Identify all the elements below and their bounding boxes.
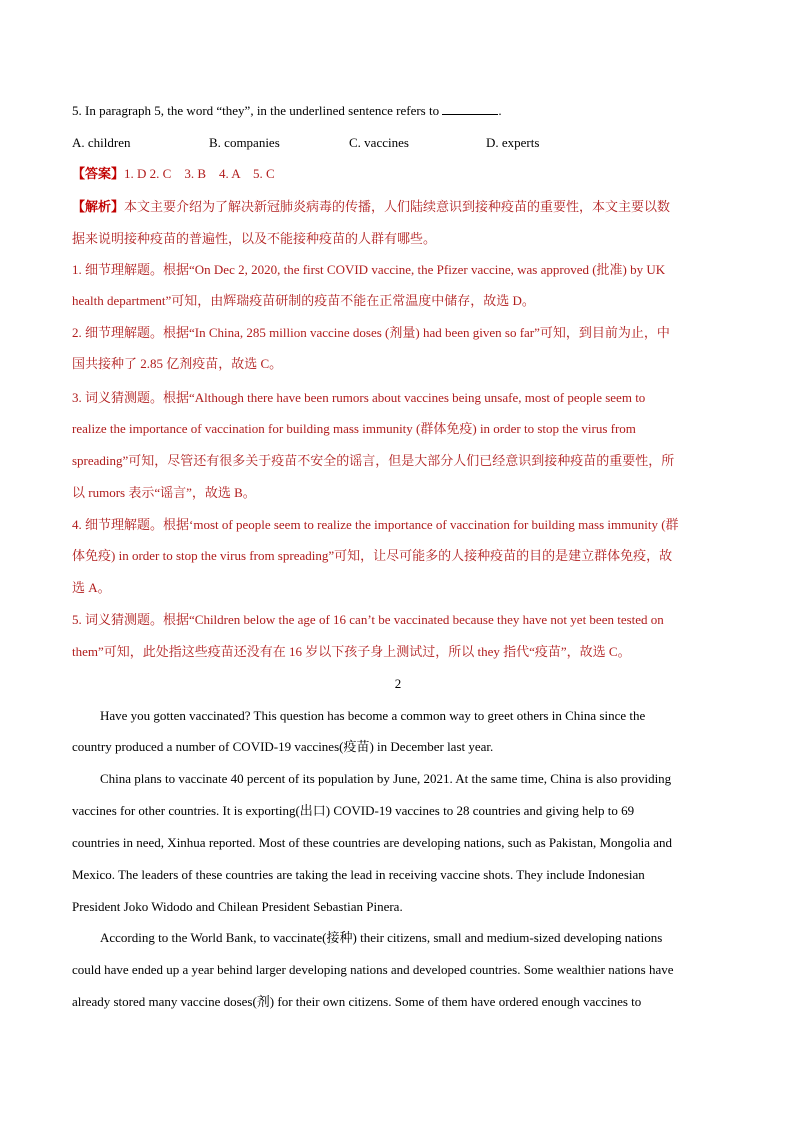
analysis-line: 体免疫) in order to stop the virus from spreading”可知，让尽可能多的人接种疫苗的目的是建立群体免疫，故 xyxy=(72,548,673,563)
passage-line: country produced a number of COVID-19 vaccines(疫苗) in December last year. xyxy=(72,739,494,754)
answer-line xyxy=(72,165,275,183)
analysis-line: spreading”可知，尽管还有很多关于疫苗不安全的谣言，但是大部分人们已经意识到接种疫苗的重要性，所 xyxy=(72,453,675,468)
question-stem: 5. In paragraph 5, the word “they”, in the underlined sentence refers to . xyxy=(72,103,502,118)
passage-line: According to the World Bank, to vaccinate(接种) their citizens, small and medium-sized developing nations xyxy=(100,930,663,945)
analysis-line: 2. 细节理解题。根据“In China, 285 million vaccine doses (剂量) had been given so far”可知，到目前为止，中 xyxy=(72,325,670,340)
passage-line: President Joko Widodo and Chilean President Sebastian Pinera. xyxy=(72,899,403,914)
question-options xyxy=(72,134,724,152)
passage-line: countries in need, Xinhua reported. Most of these countries are developing nations, such as Pakistan, Mongolia and xyxy=(72,835,673,850)
analysis-line: 据来说明接种疫苗的普遍性，以及不能接种疫苗的人群有哪些。 xyxy=(72,231,437,246)
passage-line: Have you gotten vaccinated? This question has become a common way to greet others in China since the xyxy=(100,708,646,723)
analysis-tag: 【解析】 xyxy=(72,199,125,214)
passage-line: Mexico. The leaders of these countries are taking the lead in receiving vaccine shots. They include Indonesian xyxy=(72,867,645,882)
answer-blank xyxy=(442,102,498,115)
analysis-line: realize the importance of vaccination for building mass immunity (群体免疫) in order to stop the virus from xyxy=(72,421,636,436)
analysis-line: 1. 细节理解题。根据“On Dec 2, 2020, the first COVID vaccine, the Pfizer vaccine, was approved (批准) by UK xyxy=(72,262,666,277)
analysis-line: 3. 词义猜测题。根据“Although there have been rumors about vaccines being unsafe, most of people seem to xyxy=(72,390,646,405)
analysis-line: 以 rumors 表示“谣言”，故选 B。 xyxy=(72,485,256,500)
analysis-line: 4. 细节理解题。根据‘most of people seem to realize the importance of vaccination for building mass immunity (群 xyxy=(72,517,679,532)
option-c: C. vaccines xyxy=(349,135,409,150)
analysis-line: 5. 词义猜测题。根据“Children below the age of 16 can’t be vaccinated because they have not yet been tested on xyxy=(72,612,664,627)
passage-line: China plans to vaccinate 40 percent of its population by June, 2021. At the same time, China is also providing xyxy=(100,771,672,786)
option-b: B. companies xyxy=(209,135,280,150)
answer-tag: 【答案】 xyxy=(72,166,125,181)
passage-number: 2 xyxy=(394,676,402,691)
answer-text: 1. D 2. C 3. B 4. A 5. C xyxy=(124,166,275,181)
analysis-line: health department”可知，由辉瑞疫苗研制的疫苗不能在正常温度中储存，故选 D。 xyxy=(72,293,535,308)
option-d: D. experts xyxy=(486,135,540,150)
analysis-line: them”可知，此处指这些疫苗还没有在 16 岁以下孩子身上测试过，所以 they 指代“疫苗”，故选 C。 xyxy=(72,644,631,659)
passage-line: already stored many vaccine doses(剂) for their own citizens. Some of them have ordered enough vaccines to xyxy=(72,994,642,1009)
analysis-line: 选 A。 xyxy=(72,580,111,595)
analysis-intro-line-1: 【解析】本文主要介绍为了解决新冠肺炎病毒的传播，人们陆续意识到接种疫苗的重要性，本文主要以数 xyxy=(72,199,671,214)
analysis-line: 国共接种了 2.85 亿剂疫苗，故选 C。 xyxy=(72,356,283,371)
option-a: A. children xyxy=(72,135,131,150)
passage-line: could have ended up a year behind larger developing nations and developed countries. Some wealthier nations have xyxy=(72,962,674,977)
passage-line: vaccines for other countries. It is exporting(出口) COVID-19 vaccines to 28 countries and giving help to 69 xyxy=(72,803,635,818)
